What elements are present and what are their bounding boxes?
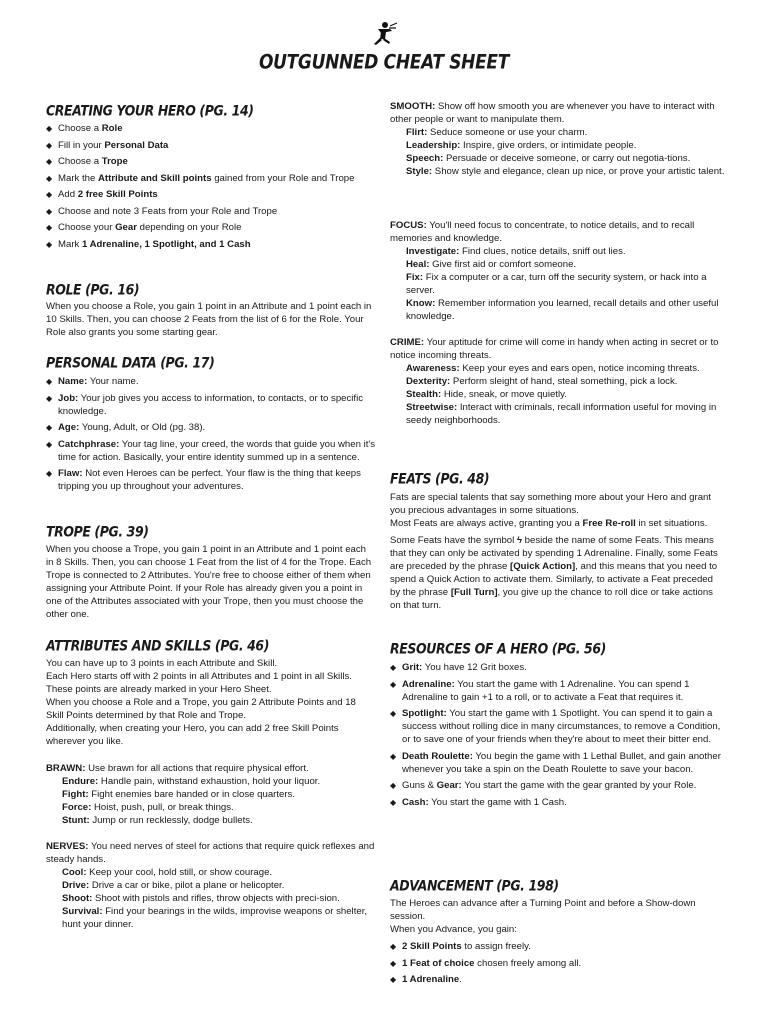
skill-item: Leadership: Inspire, give orders, or intimidate people. [406,140,637,151]
list-item: ◆ Choose your Gear depending on your Role [46,221,376,234]
skill-item: Survival: Find your bearings in the wilds, improvise weapons or shelter, hunt your dinner. [62,906,368,930]
heading-feats: FEATS (PG. 48) [390,469,490,488]
skill-item: Know: Remember information you learned, recall details and other useful knowledge. [406,298,719,322]
skill-item: Dexterity: Perform sleight of hand, steal something, pick a lock. [406,376,678,387]
skill-item: Shoot: Shoot with pistols and rifles, throw objects with preci-sion. [62,893,340,904]
list-item: ◆ Guns & Gear: You start the game with the gear granted by your Role. [390,779,725,792]
heading-personal-data: PERSONAL DATA (PG. 17) [46,353,215,372]
skill-item: Heal: Give first aid or comfort someone. [406,259,577,270]
list-item: ◆ Grit: You have 12 Grit boxes. [390,661,725,674]
list-item: ◆ 2 Skill Points to assign freely. [390,940,725,953]
heading-attributes-skills: ATTRIBUTES AND SKILLS (PG. 46) [46,636,270,655]
heading-trope: TROPE (PG. 39) [46,522,149,541]
crime-block: CRIME: Your aptitude for crime will come in handy when acting in secret or to notice incoming threats. Awareness: Keep your eyes and ears open, notice incoming threats. Dexterity: Perform sleight of hand, steal something, pick a lock. Stealth: Hide, sneak, or move quietly. Streetwise: Interact with criminals, recall information useful for moving in seedy neighborhoods. [390,336,725,427]
list-item: ◆ Death Roulette: You begin the game with 1 Lethal Bullet, and gain another whenever you take a spin on the Death Roulette to save your bacon. [390,750,725,776]
creating-list [46,122,376,254]
heading-advancement: ADVANCEMENT (PG. 198) [390,876,559,895]
list-item: ◆ Choose a Role [46,122,376,135]
focus-block: FOCUS: You'll need focus to concentrate, to notice details, and to recall memories and knowledge. Investigate: Find clues, notice details, sniff out lies. Heal: Give first aid or comfort someone. Fix: Fix a computer or a car, turn off the security system, or hack into a server. Know: Remember information you learned, recall details and other useful knowledge. [390,219,725,323]
feats-text: Fats are special talents that say something more about your Hero and grant you precious advantages in some situations. Most Feats are always active, granting you a Free Re-roll in set situations. Some Feats have the symbol ϟ beside the name of some Feats. This means that they can only be activated by spending 1 Adrenaline. Finally, some Feats are preceded by the phrase [Quick Action], and this means that you need to spend a Quick Action to activate them. Similarly, to activate a Feat preceded by the phrase [Full Turn], you give up the chance to roll dice or take actions on that turn. [390,492,718,611]
skill-item: Stealth: Hide, sneak, or move quietly. [406,389,567,400]
advancement-text: The Heroes can advance after a Turning Point and before a Show-down session. When you Advance, you gain: ◆ 2 Skill Points to assign freely. ◆ 1 Feat of choice chosen freely among all. ◆ 1 Adrenaline. [390,897,725,990]
list-item: ◆ Name: Your name. [46,375,376,388]
skill-item: Fix: Fix a computer or a car, turn off the security system, or hack into a server. [406,272,707,296]
running-figure-logo-icon [368,20,398,48]
list-item: ◆ Job: Your job gives you access to information, to contacts, or to specific knowledge. [46,392,376,418]
list-item: ◆ 1 Feat of choice chosen freely among all. [390,957,725,970]
skill-item: Cool: Keep your cool, hold still, or show courage. [62,867,273,878]
list-item: ◆ Fill in your Personal Data [46,139,376,152]
list-item: ◆ Spotlight: You start the game with 1 Spotlight. You can spend it to gain a success without rolling dice in many circumstances, to remove a Condition, or to save one of your friends when they're about to meet their bitter end. [390,707,725,746]
skill-item: Style: Show style and elegance, clean up nice, or prove your artistic talent. [406,166,725,177]
skill-item: Force: Hoist, push, pull, or break things. [62,802,234,813]
list-item: ◆ Mark 1 Adrenaline, 1 Spotlight, and 1 Cash [46,238,376,251]
heading-role: ROLE (PG. 16) [46,280,140,299]
heading-creating-hero: CREATING YOUR HERO (PG. 14) [46,101,254,120]
role-text: When you choose a Role, you gain 1 point in an Attribute and 1 point each in 10 Skills. Then, you can choose 2 Feats from the list of 6 for the Role. Your Role also grants you some starting gear. [46,301,372,338]
page-title: OUTGUNNED CHEAT SHEET [258,51,510,75]
list-item: ◆ Adrenaline: You start the game with 1 Adrenaline. You can spend 1 Adrenaline to gain +1 to a roll, or to activate a Feat that requires it. [390,678,725,704]
skill-item: Drive: Drive a car or bike, pilot a plane or helicopter. [62,880,285,891]
list-item: ◆ 1 Adrenaline. [390,973,725,986]
personal-data-list [46,375,376,497]
heading-resources: RESOURCES OF A HERO (PG. 56) [390,639,606,658]
skill-item: Streetwise: Interact with criminals, recall information useful for moving in seedy neighborhoods. [406,402,717,426]
attributes-text: You can have up to 3 points in each Attribute and Skill. Each Hero starts off with 2 points in all Attributes and 1 point in all Skills. These points are already marked in your Hero Sheet. When you choose a Role and a Trope, you gain 2 Attribute Points and 18 Skill Points determined by that Role and Trope. Additionally, when creating your Hero, you can add 2 free Skill Points wherever you like. [46,658,356,747]
list-item: ◆ Choose and note 3 Feats from your Role and Trope [46,205,376,218]
brawn-block: BRAWN: Use brawn for all actions that require physical effort. Endure: Handle pain, withstand exhaustion, hold your liquor. Fight: Fight enemies bare handed or in close quarters. Force: Hoist, push, pull, or break things. Stunt: Jump or run recklessly, dodge bullets. [46,762,376,827]
list-item: ◆ Age: Young, Adult, or Old (pg. 38). [46,421,376,434]
nerves-block: NERVES: You need nerves of steel for actions that require quick reflexes and steady hands. Cool: Keep your cool, hold still, or show courage. Drive: Drive a car or bike, pilot a plane or helicopter. Shoot: Shoot with pistols and rifles, throw objects with preci-sion. Survival: Find your bearings in the wilds, improvise weapons or shelter, hunt your dinner. [46,841,375,930]
list-item: ◆ Choose a Trope [46,155,376,168]
trope-text: When you choose a Trope, you gain 1 point in an Attribute and 1 point each in 8 Skills. Then, you can choose 1 Feat from the list of 4 for the Trope. Each Trope is connected to 2 Attributes. You're free to choose either of them when assigning your Attribute Point. If your Role has already given you a point in one of the Attributes associated with your Trope, then you must choose the other one. [46,544,372,620]
skill-item: Stunt: Jump or run recklessly, dodge bullets. [62,815,253,826]
adrenaline-bolt-icon: ϟ [516,535,522,546]
skill-item: Awareness: Keep your eyes and ears open, notice incoming threats. [406,363,700,374]
list-item: ◆ Catchphrase: Your tag line, your creed, the words that guide you when it's time for action. Basically, your entire identity summed up in a sentence. [46,438,376,464]
list-item: ◆ Cash: You start the game with 1 Cash. [390,796,725,809]
resources-list [390,661,725,812]
skill-item: Speech: Persuade or deceive someone, or carry out negotia-tions. [406,153,691,164]
skill-item: Flirt: Seduce someone or use your charm. [406,127,588,138]
skill-item: Investigate: Find clues, notice details, sniff out lies. [406,246,626,257]
list-item: ◆ Add 2 free Skill Points [46,188,376,201]
skill-item: Endure: Handle pain, withstand exhaustion, hold your liquor. [62,776,321,787]
smooth-block: SMOOTH: Show off how smooth you are whenever you have to interact with other people or want to manipulate them. Flirt: Seduce someone or use your charm. Leadership: Inspire, give orders, or intimidate people. Speech: Persuade or deceive someone, or carry out negotia-tions. Style: Show style and elegance, clean up nice, or prove your artistic talent. [390,101,725,177]
skill-item: Fight: Fight enemies bare handed or in close quarters. [62,789,296,800]
list-item: ◆ Mark the Attribute and Skill points gained from your Role and Trope [46,172,376,185]
list-item: ◆ Flaw: Not even Heroes can be perfect. Your flaw is the thing that keeps tripping you up throughout your adventures. [46,467,376,493]
